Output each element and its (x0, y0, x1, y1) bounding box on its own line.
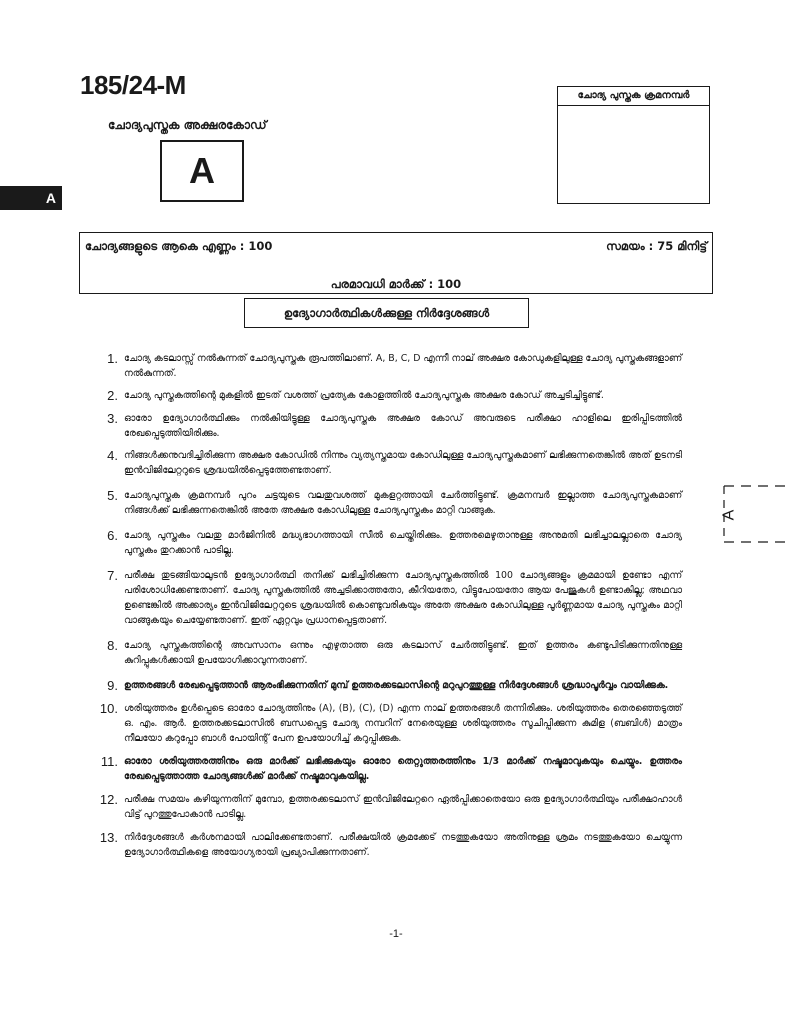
instruction-number: 9. (107, 678, 118, 693)
instruction-number: 10. (99, 701, 118, 716)
max-marks: പരമാവധി മാർക്ക് : 100 (330, 277, 462, 291)
side-tab: A (0, 186, 62, 210)
instruction-text: നിർദ്ദേശങ്ങൾ കർശനമായി പാലിക്കേണ്ടതാണ്. പരീക്ഷയിൽ ക്രമക്കേട് നടത്തുകയോ അതിനുള്ള ശ്രമം നടത്തുകയോ ചെയ്യുന്ന ഉദ്യോഗാർത്ഥികളെ അയോഗ്യരായി പ്രഖ്യാപിക്കുന്നതാണ്. (124, 832, 682, 858)
paper-code: 185/24-M (80, 70, 186, 100)
instruction-number: 2. (107, 388, 118, 403)
page-number: -1- (389, 928, 403, 940)
instruction-text: പരീക്ഷ സമയം കഴിയുന്നതിന് മുമ്പോ, ഉത്തരക്കടലാസ് ഇൻവിജിലേറ്ററെ ഏൽപ്പിക്കാതെയോ ഒരു ഉദ്യോഗാർത്ഥിയും പരീക്ഷാഹാൾ വിട്ട് പുറത്തുപോകാൻ പാടില്ല. (124, 794, 682, 820)
instruction-text: ചോദ്യ പുസ്തകത്തിന്റെ അവസാനം ഒന്നും എഴുതാത്ത ഒരു കടലാസ് ചേർത്തിട്ടുണ്ട്. ഇത് ഉത്തരം കണ്ടുപിടിക്കുന്നതിനുള്ള കുറിപ്പുകൾക്കായി ഉപയോഗിക്കാവുന്നതാണ്. (124, 640, 682, 666)
serial-number-label: ചോദ്യ പുസ്തക ക്രമനമ്പർ (558, 87, 709, 106)
instruction-text: പരീക്ഷ തുടങ്ങിയാലുടൻ ഉദ്യോഗാർത്ഥി തനിക്ക് ലഭിച്ചിരിക്കുന്ന ചോദ്യപുസ്തകത്തിൽ 100 ചോദ്യങ്ങളും ക്രമമായി ഉണ്ടോ എന്ന് പരിശോധിക്കേണ്ടതാണ്. ചോദ്യ പുസ്തകത്തിൽ അച്ചടിക്കാത്തതോ, കീറിയതോ, വിട്ടുപോയതോ ആയ പേജുകൾ ഉണ്ടാകില്ല; അഥവാ ഉണ്ടെങ്കിൽ അക്കാര്യം ഇൻവിജിലേറ്ററുടെ ശ്രദ്ധയിൽ കൊണ്ടുവരികയും അതേ അക്ഷര കോഡിലുള്ള പൂർണ്ണമായ ചോദ്യ പുസ്തകം മാറ്റി വാങ്ങുകയും ചെയ്യേണ്ടതാണ്. ഇത് ഏറ്റവും പ്രധാനപ്പെട്ടതാണ്. (124, 570, 682, 626)
instruction-text: ഓരോ ഉദ്യോഗാർത്ഥിക്കും നൽകിയിട്ടുള്ള ചോദ്യപുസ്തക അക്ഷര കോഡ് അവരുടെ പരീക്ഷാ ഹാളിലെ ഇരിപ്പിടത്തിൽ രേഖപ്പെടുത്തിയിരിക്കും. (124, 413, 682, 439)
serial-number-box (557, 86, 710, 204)
instructions-title: ഉദ്യോഗാർത്ഥികൾക്കുള്ള നിർദ്ദേശങ്ങൾ (244, 298, 529, 328)
instruction-item (90, 448, 682, 478)
instruction-number: 12. (99, 792, 118, 807)
instruction-number: 4. (107, 448, 118, 463)
instruction-number: 1. (107, 351, 118, 366)
instruction-number: 3. (107, 411, 118, 426)
instruction-text: ചോദ്യ പുസ്തകത്തിന്റെ മുകളിൽ ഇടത് വശത്ത് പ്രത്യേക കോളത്തിൽ ചോദ്യപുസ്തക അക്ഷര കോഡ് അച്ചടിച്ചിട്ടുണ്ട്. (124, 390, 604, 401)
instruction-item (90, 528, 682, 558)
instruction-number: 6. (107, 528, 118, 543)
instruction-text: ഉത്തരങ്ങൾ രേഖപ്പെടുത്താൻ ആരംഭിക്കുന്നതിന് മുമ്പ് ഉത്തരക്കടലാസിന്റെ മറുപുറത്തുള്ള നിർദ്ദേശങ്ങൾ ശ്രദ്ധാപൂർവ്വം വായിക്കുക. (124, 680, 669, 691)
instruction-number: 8. (107, 638, 118, 653)
seal-letter: A (720, 509, 738, 521)
seal-cut-mark (722, 484, 792, 544)
instruction-text: ചോദ്യ കടലാസ്സ് നൽകുന്നത് ചോദ്യപുസ്തക രൂപത്തിലാണ്. A, B, C, D എന്നീ നാല് അക്ഷര കോഡുകളിലുള്ള ചോദ്യ പുസ്തകങ്ങളാണ് നൽകുന്നത്. (124, 353, 682, 379)
instruction-item (90, 701, 682, 746)
instructions-list (90, 343, 682, 860)
instruction-item (90, 388, 682, 403)
instruction-number: 5. (107, 488, 118, 503)
instruction-item (90, 754, 682, 784)
exam-info-box (79, 232, 713, 294)
instruction-item (90, 638, 682, 668)
instruction-item (90, 830, 682, 860)
total-questions: ചോദ്യങ്ങളുടെ ആകെ എണ്ണം : 100 (85, 239, 273, 253)
instruction-number: 13. (99, 830, 118, 845)
instruction-item (90, 351, 682, 381)
instruction-text: ശരിയുത്തരം ഉൾപ്പെടെ ഓരോ ചോദ്യത്തിനും (A), (B), (C), (D) എന്ന നാല് ഉത്തരങ്ങൾ തന്നിരിക്കും. ശരിയുത്തരം തെരഞ്ഞെടുത്ത് ഒ. എം. ആർ. ഉത്തരക്കടലാസിൽ ബന്ധപ്പെട്ട ചോദ്യ നമ്പറിന് നേരെയുള്ള ശരിയുത്തരം സൂചിപ്പിക്കുന്ന കുമിള (ബബിൾ) മാത്രം നീലയോ കറുപ്പോ ബാൾ പോയിന്റ് പേന ഉപയോഗിച്ച് കറുപ്പിക്കുക. (124, 703, 682, 744)
instruction-item (90, 568, 682, 628)
booklet-code-label: ചോദ്യപുസ്തക അക്ഷരകോഡ് (108, 118, 267, 132)
instruction-text: ചോദ്യ പുസ്തകം വലതു മാർജിനിൽ മദ്ധ്യഭാഗത്തായി സീൽ ചെയ്തിരിക്കും. ഉത്തരമെഴുതാനുള്ള അനുമതി ലഭിച്ചാലല്ലാതെ ചോദ്യ പുസ്തകം തുറക്കാൻ പാടില്ല. (124, 530, 682, 556)
instruction-item (90, 792, 682, 822)
instruction-text: ഓരോ ശരിയുത്തരത്തിനും ഒരു മാർക്ക് ലഭിക്കുകയും ഓരോ തെറ്റുത്തരത്തിനും 1/3 മാർക്ക് നഷ്ടമാവുകയും ചെയ്യും. ഉത്തരം രേഖപ്പെടുത്താത്ത ചോദ്യങ്ങൾക്ക് മാർക്ക് നഷ്ടമാവുകയില്ല. (124, 756, 682, 782)
instruction-item (90, 411, 682, 441)
instruction-item (90, 678, 682, 693)
instruction-number: 7. (107, 568, 118, 583)
exam-time: സമയം : 75 മിനിട്ട് (606, 239, 707, 253)
instruction-text: നിങ്ങൾക്കനുവദിച്ചിരിക്കുന്ന അക്ഷര കോഡിൽ നിന്നും വ്യത്യസ്തമായ കോഡിലുള്ള ചോദ്യപുസ്തകമാണ് ലഭിക്കുന്നതെങ്കിൽ അത് ഉടനടി ഇൻവിജിലേറ്ററുടെ ശ്രദ്ധയിൽപ്പെടുത്തേണ്ടതാണ്. (124, 450, 682, 476)
booklet-code-box: A (160, 140, 244, 202)
instruction-number: 11. (100, 754, 118, 769)
instruction-text: ചോദ്യപുസ്തക ക്രമനമ്പർ പുറം ചട്ടയുടെ വലതുവശത്ത് മുകളറ്റത്തായി ചേർത്തിട്ടുണ്ട്. ക്രമനമ്പർ ഇല്ലാത്ത ചോദ്യപുസ്തകമാണ് നിങ്ങൾക്ക് ലഭിക്കുന്നതെങ്കിൽ അതേ അക്ഷര കോഡിലുള്ള ചോദ്യപുസ്തകം മാറ്റി വാങ്ങുക. (124, 490, 682, 516)
instruction-item (90, 488, 682, 518)
